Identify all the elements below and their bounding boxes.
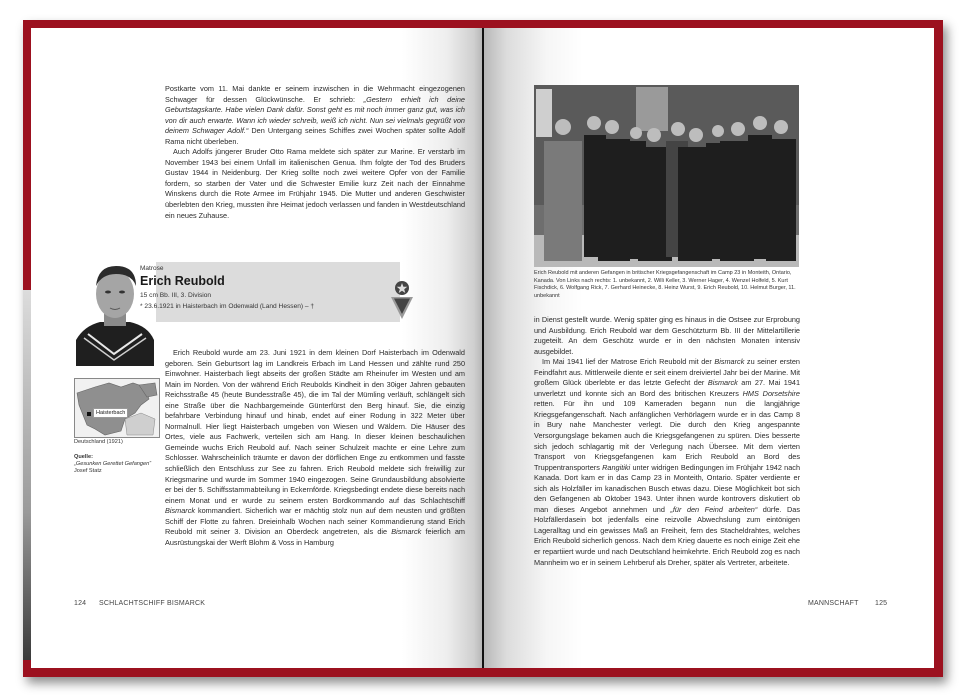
- main-text-right: [534, 315, 800, 568]
- main-text-left: [165, 348, 465, 548]
- profile-division: 15 cm Bb. III, 3. Division: [140, 292, 212, 299]
- star-triangle-badge-icon: [390, 280, 414, 320]
- right-running-title: MANNSCHAFT: [808, 600, 859, 607]
- profile-birth: * 23.6.1921 in Haisterbach im Odenwald (Land Hessen) – †: [140, 303, 315, 310]
- source-title: „Gesunken Gerettet Gefangen“: [74, 461, 152, 467]
- intro-paragraph-1: Postkarte vom 11. Mai dankte er seinem inzwischen in die Wehrmacht eingezogenen Schwager für dessen Glückwünsche. Er schrieb: „Gestern erhielt ich deine Geburtstagskarte. Habe vielen Dank dafür. Sonst geht es mit noch immer ganz gut, was ich von dir auch erwarte. Wann ich wieder schreib, weiß ich nicht. Nun sei vielmals gegrüßt von deinem Schwager Adolf.“ Den Untergang seines Schiffes zwei Wochen später sollte Adolf Rama nicht überleben.: [165, 84, 465, 146]
- cover-spine-photo-strip: [23, 290, 31, 660]
- group-photo-graphic: [534, 85, 799, 267]
- intro-text: [165, 84, 465, 221]
- right-paragraph-2: Im Mai 1941 lief der Matrose Erich Reubold mit der Bismarck zu seiner ersten Feindfahrt aus. Mittlerweile diente er seit einem dreiviertel Jahr bei der Marine. Mit großem Glück überlebte er das letzte Gefecht der Bismarck am 27. Mai 1941 unverletzt und konnte sich an Bord des britischen Kreuzers HMS Dorsetshire retten. Für ihn und 109 Kameraden begann nun die langjährige Kriegsgefangenschaft. Nach anfänglichen Verhörlagern wurde er in das Camp 8 in Bury nahe Manchester verlegt. Die durch den Krieg angespannte Versorgungslage bekamen auch die Kriegsgefangenen zu spüren. Dies besserte sich jedoch schlagartig mit der Verlegung nach Übersee. Mit dem vierten Transport von Kriegsgefangenen kam Erich Reubold an Bord des Truppentransporters Rangitiki unter widrigen Bedingungen im Frühjahr 1942 nach Kanada. Dort kam er in das Camp 23 in Monteith, Ontario. Später verdiente er sich als Holzfäller im kanadischen Busch etwas dazu. Diese Möglichkeit bot sich den Gefangenen ab Oktober 1943. Unter ihnen wurde kontrovers diskutiert ob man dieses Angebot annehmen und „für den Feind arbeiten“ dürfe. Das Holzfällerdasein bot jedenfalls eine reizvolle Abwechslung zum eintönigen Lageralltag und ein gewisses Maß an Freiheit, fern des Stacheldrahtes, welches Erich Reubold sicherlich genoss. Nach dem Krieg dauerte es noch einige Zeit ehe er repartiiert wurde und nach Deutschland heimkehrte. Erich Reubold zog es nach Mannheim wo er in seinem Lehrberuf als Dreher, später als Vertreter, arbeitete.: [534, 357, 801, 567]
- prisoners-group-photo: [534, 85, 799, 267]
- profile-rank: Matrose: [140, 265, 164, 272]
- map-marker-label: Haisterbach: [93, 408, 128, 418]
- letter-quote: „Gestern erhielt ich deine Geburtstagskarte. Habe vielen Dank dafür. Sonst geht es mit noch immer ganz gut, was ich von dir auch erwarte. Wann ich wieder schreib, weiß ich nicht. Nun sei vielmals gegrüßt von deinem Schwager Adolf.“: [165, 94, 465, 136]
- map-marker: [87, 412, 91, 416]
- left-page-number: 124: [74, 600, 87, 607]
- source-author: Josef Statz: [74, 468, 102, 474]
- left-running-title: SCHLACHTSCHIFF BISMARCK: [99, 600, 206, 607]
- intro-paragraph-2: Auch Adolfs jüngerer Bruder Otto Rama meldete sich später zur Marine. Er verstarb im November 1943 bei einem Unfall im italienischen Genua. Ihm folgte der Tod des Bruders Gustav 1944 in Neidenburg. Der Krieg sollte noch zwei weitere Opfer von der Familie fordern, so starben der Vater und die Schwester Emilie kurz Zeit nach der Einnahme Winskens durch die Rote Armee im Frühjahr 1945. Die Mutter und anderen Geschwister überlebten den Krieg, mussten ihre Heimat jedoch verlassen und fanden in Westdeutschland ein neues Zuhause.: [165, 147, 465, 220]
- right-paragraph-1: in Dienst gestellt wurde. Wenig später ging es hinaus in die Ostsee zur Erprobung und Ausbildung. Erich Reubold war dem Geschützturm Bb. III der Mittelartillerie zugeteilt. An dem Geschütz wurde er in den nächsten Monaten intensiv ausgebildet.: [534, 315, 800, 356]
- photo-caption: Erich Reubold mit anderen Gefangen in britischer Kriegsgefangenschaft im Camp 23 in Monteith, Ontario, Kanada. Von Links nach rechts: 1. unbekannt, 2. Willi Keller, 3. Werner Hager, 4. Wenzel Holfeld, 5. Kurt Fischdick, 6. Wolfgang Rick, 7. Gerhard Heinecke, 8. Heinz Wurst, 9. Erich Reubold, 10. Helmut Burger, 11. unbekannt: [534, 270, 796, 299]
- source-label: Quelle:: [74, 454, 93, 460]
- map-caption: Deutschland (1921): [74, 439, 123, 445]
- right-page-number: 125: [875, 600, 888, 607]
- profile-name: Erich Reubold: [140, 274, 225, 288]
- germany-map: [74, 378, 160, 438]
- main-paragraph: Erich Reubold wurde am 23. Juni 1921 in dem kleinen Dorf Haisterbach im Odenwald geboren. Sein Geburtsort lag im Landkreis Erbach im Land Hessen und zählte rund 250 Einwohner. Haisterbach liegt abseits der großen Städte am Rheinufer im Westen und am Main im Norden. Von der während Erich Reubolds Kindheit in den 30iger Jahren gebauten Reichsstraße 45 (heute Bundesstraße 45), die im Tal der Mümling verläuft, schlängelt sich eine Straße über die Nachbargemeinde Günterfürst den Berg hinauf. Sie, die einzig befahrbare Verbindung hinauf und hinab, endet auf einer Rodung in 322 Meter über Normalnull. Hier liegt Haisterbach umgeben von Wiesen und Wäldern. Die Häuser des Ortes, viele aus Fachwerk, verteilen sich am Hang. In dieser kleinen beschaulichen Gemeinde wuchs Erich Reubold auf. Nach seiner Schulzeit machte er eine Lehre zum Schlosser. Wahrscheinlich träumte er davon der dörflichen Enge zu entkommen und fasste schließlich den Entschluss zur See zu fahren. Erich Reubold meldete sich freiwillig zur Kriegsmarine und wurde im Sommer 1940 eingezogen. Seine Grundausbildung absolvierte er bei der 5. Schiffsstammabteilung in Eckernförde. Kriegsbedingt endete diese bereits nach einem Monat und er wurde zu seinem ersten Bordkommando auf das Schlachtschiff Bismarck kommandiert. Sicherlich war er mächtig stolz nun auf dem neusten und größten Schiff der Flotte zu fahren. Dreieinhalb Wochen nach seiner Kommandierung stand Erich Reubold mit seiner 3. Division an Oberdeck angetreten, als die Bismarck feierlich am Ausrüstungskai der Werft Blohm & Voss in Hamburg: [165, 348, 465, 547]
